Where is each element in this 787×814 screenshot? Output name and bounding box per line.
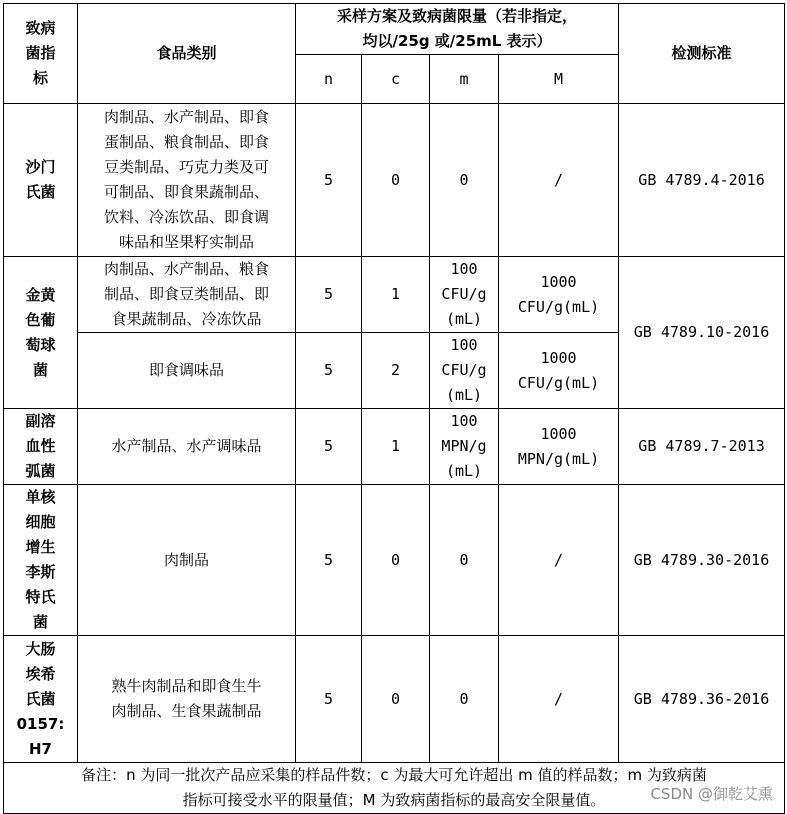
pathogen-name-line: 特氏	[25, 588, 56, 606]
value-M	[499, 409, 619, 485]
table-row	[4, 104, 785, 257]
pathogen-name-line: 李斯	[25, 563, 56, 581]
value-c: 0	[362, 485, 430, 636]
value-n: 5	[296, 104, 362, 257]
value-M-line: 1000	[540, 348, 577, 367]
food-category	[78, 257, 296, 333]
value-m-line: 100	[450, 260, 478, 278]
header-pathogen-line: 标	[32, 69, 48, 87]
note-line: 备注：n 为同一批次产品应采集的样品件数；c 为最大可允许超出 m 值的样品数；m 为致病菌	[81, 766, 707, 784]
pathogen-name-line: 氏菌	[25, 183, 56, 201]
value-c: 0	[362, 636, 430, 763]
pathogen-limits-table	[3, 3, 785, 814]
food-line: 味品和坚果籽实制品	[118, 233, 254, 251]
pathogen-name-line: 弧菌	[25, 462, 56, 480]
food-category	[78, 409, 296, 485]
pathogen-name-line: 沙门	[25, 158, 56, 176]
pathogen-name	[4, 257, 78, 409]
food-line: 可制品、即食果蔬制品、	[103, 183, 269, 201]
value-c: 1	[362, 257, 430, 333]
value-n: 5	[296, 409, 362, 485]
food-line: 饮料、冷冻饮品、即食调	[103, 208, 269, 226]
pathogen-name-line: 副溶	[25, 412, 56, 430]
header-plan-line-2: 均以/25g 或/25mL 表示）	[362, 32, 552, 50]
value-M-line: 1000	[540, 424, 577, 443]
pathogen-name-line: 单核	[25, 488, 56, 506]
food-category	[78, 485, 296, 636]
pathogen-name	[4, 636, 78, 763]
value-m: 0	[430, 104, 499, 257]
food-line: 肉制品、水产制品、即食	[103, 108, 269, 126]
pathogen-name-line: 0157:	[16, 714, 65, 733]
value-c: 1	[362, 409, 430, 485]
value-m-line: 100	[450, 412, 478, 430]
header-n: n	[296, 55, 362, 104]
table-row	[4, 257, 785, 333]
pathogen-name-line: 细胞	[25, 513, 56, 531]
value-m-line: (mL)	[445, 386, 483, 404]
value-n: 5	[296, 257, 362, 333]
value-m-line: (mL)	[445, 462, 483, 480]
pathogen-name-line: 色葡	[25, 310, 56, 329]
value-m	[430, 333, 499, 409]
value-M	[499, 333, 619, 409]
test-standard: GB 4789.36-2016	[619, 636, 785, 763]
food-category	[78, 333, 296, 409]
value-M-line: MPN/g(mL)	[517, 449, 600, 468]
food-line: 水产制品、水产调味品	[111, 437, 262, 455]
pathogen-name-line: 萄球	[25, 335, 56, 354]
value-M: /	[499, 636, 619, 763]
table-row	[4, 485, 785, 636]
test-standard: GB 4789.30-2016	[619, 485, 785, 636]
food-category	[78, 636, 296, 763]
pathogen-name-line: 菌	[32, 613, 48, 631]
value-M: /	[499, 485, 619, 636]
food-category	[78, 104, 296, 257]
pathogen-name-line: 菌	[32, 360, 48, 379]
test-standard: GB 4789.7-2013	[619, 409, 785, 485]
food-line: 肉制品、生食果蔬制品	[111, 702, 262, 720]
header-food-category: 食品类别	[78, 4, 296, 104]
header-pathogen-line: 菌指	[25, 44, 56, 62]
pathogen-name-line: 氏菌	[25, 689, 56, 708]
value-m-line: CFU/g	[441, 361, 487, 379]
value-M-line: CFU/g(mL)	[517, 373, 600, 392]
food-line: 肉制品、水产制品、粮食	[103, 260, 269, 278]
food-line: 食果蔬制品、冷冻饮品	[111, 310, 262, 328]
watermark: CSDN @御乾艾熏	[650, 785, 773, 803]
value-n: 5	[296, 485, 362, 636]
pathogen-name-line: 埃希	[25, 664, 56, 683]
pathogen-name-line: 血性	[25, 437, 56, 455]
value-n: 5	[296, 333, 362, 409]
value-M-line: 1000	[540, 272, 577, 291]
header-standard: 检测标准	[619, 4, 785, 104]
header-c: c	[362, 55, 430, 104]
header-pathogen-line: 致病	[25, 19, 56, 37]
note-line: 指标可接受水平的限量值；M 为致病菌指标的最高安全限量值。	[182, 791, 606, 809]
value-c: 2	[362, 333, 430, 409]
value-M	[499, 257, 619, 333]
value-m: 0	[430, 636, 499, 763]
food-line: 熟牛肉制品和即食生牛	[111, 677, 262, 695]
pathogen-name-line: 增生	[25, 538, 56, 556]
header-M: M	[499, 55, 619, 104]
food-line: 制品、即食豆类制品、即	[103, 285, 269, 303]
header-plan-line-1: 采样方案及致病菌限量（若非指定，	[337, 7, 578, 25]
header-sampling-plan	[296, 4, 619, 55]
test-standard: GB 4789.4-2016	[619, 104, 785, 257]
food-line: 豆类制品、巧克力类及可	[103, 158, 269, 176]
pathogen-name	[4, 485, 78, 636]
pathogen-name	[4, 409, 78, 485]
value-m-line: CFU/g	[441, 285, 487, 303]
pathogen-name-line: 大肠	[25, 639, 56, 658]
value-M-line: CFU/g(mL)	[517, 297, 600, 316]
value-m-line: MPN/g	[441, 437, 487, 455]
table-row	[4, 636, 785, 763]
value-m-line: (mL)	[445, 310, 483, 328]
header-pathogen	[4, 4, 78, 104]
food-line: 肉制品	[163, 550, 209, 569]
pathogen-name-line: 金黄	[25, 285, 56, 304]
pathogen-name	[4, 104, 78, 257]
value-m	[430, 257, 499, 333]
value-n: 5	[296, 636, 362, 763]
food-line: 蛋制品、粮食制品、即食	[103, 133, 269, 151]
value-m-line: 100	[450, 336, 478, 354]
food-line: 即食调味品	[148, 361, 224, 379]
table-row	[4, 409, 785, 485]
value-c: 0	[362, 104, 430, 257]
header-m: m	[430, 55, 499, 104]
value-m: 0	[430, 485, 499, 636]
test-standard: GB 4789.10-2016	[619, 257, 785, 409]
pathogen-name-line: H7	[29, 739, 52, 758]
value-M: /	[499, 104, 619, 257]
value-m	[430, 409, 499, 485]
